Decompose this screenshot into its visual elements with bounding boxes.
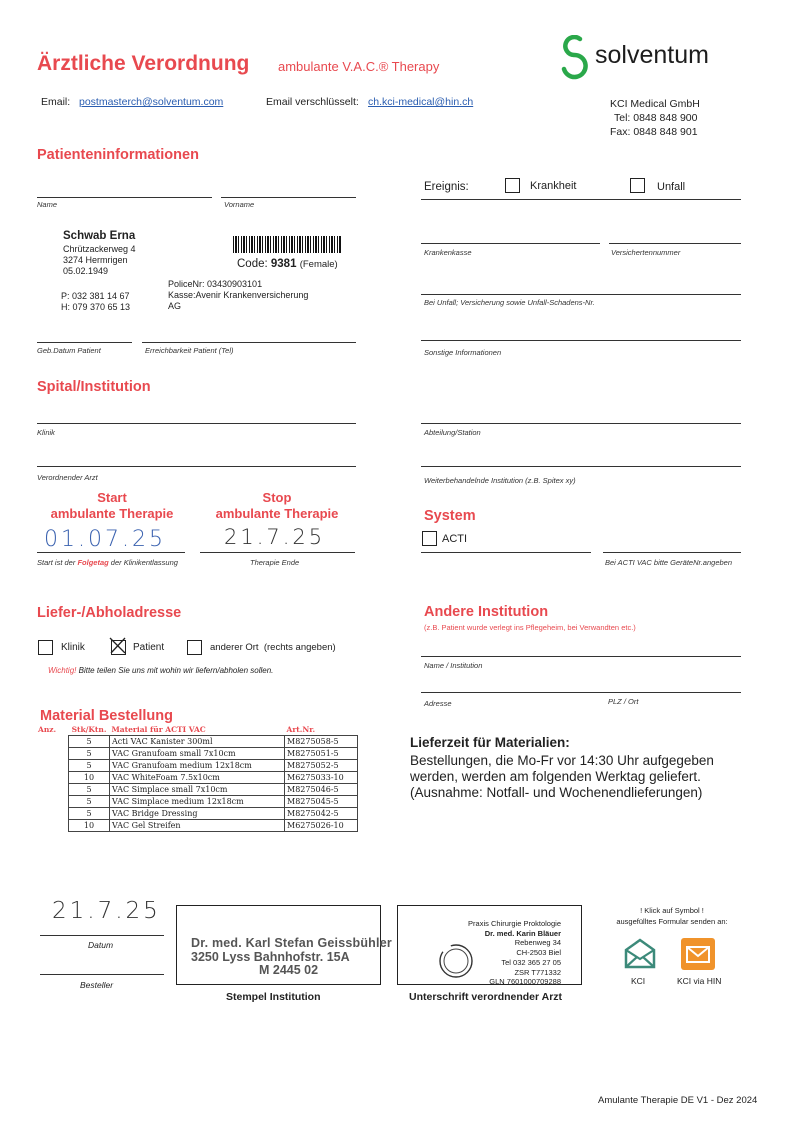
material-cell: VAC Granufoam small 7x10cm — [110, 748, 285, 760]
reachability-label: Erreichbarkeit Patient (Tel) — [145, 346, 234, 355]
dob-label: Geb.Datum Patient — [37, 346, 101, 355]
start-date-handwritten: 01.07.25 — [44, 527, 166, 552]
unfall-label: Unfall — [657, 181, 686, 193]
qty-cell[interactable] — [36, 820, 69, 832]
artnr-cell: M8275051-5 — [285, 748, 358, 760]
patient-option-label: Patient — [133, 642, 165, 653]
patient-phone-h: H: 079 370 65 13 — [61, 302, 131, 312]
stk-cell: 5 — [69, 736, 110, 748]
stk-cell: 5 — [69, 760, 110, 772]
klinik-label: Klinik — [37, 428, 55, 437]
patient-code: Code: 9381 (Female) — [237, 258, 338, 270]
table-row — [36, 784, 358, 796]
patient-checkbox[interactable] — [111, 640, 126, 655]
table-row — [36, 748, 358, 760]
institution-stamp-box — [176, 905, 392, 985]
therapy-end-label: Therapie Ende — [250, 558, 300, 567]
qty-cell[interactable] — [36, 760, 69, 772]
abteilung-label: Abteilung/Station — [424, 428, 481, 437]
barcode-icon — [233, 236, 342, 253]
send-instructions: ! Klick auf Symbol ! ausgefülltes Formular senden an: — [616, 906, 728, 926]
name-label: Name — [37, 200, 58, 209]
kci-hin-email-icon[interactable] — [681, 938, 715, 970]
police-number: PoliceNr: 03430903101 — [168, 279, 263, 289]
company-tel: Tel: 0848 848 900 — [614, 112, 698, 124]
stk-cell: 5 — [69, 796, 110, 808]
kasse-line-2: AG — [168, 301, 182, 311]
email-encrypted-label: Email verschlüsselt: — [266, 96, 359, 108]
stk-cell: 5 — [69, 748, 110, 760]
table-row — [36, 772, 358, 784]
stamp-label: Stempel Institution — [226, 991, 321, 1003]
page-subtitle: ambulante V.A.C.® Therapy — [278, 59, 440, 74]
artnr-cell: M8275045-5 — [285, 796, 358, 808]
stk-cell: 5 — [69, 808, 110, 820]
section-delivery: Liefer-/Abholadresse — [37, 605, 182, 621]
vorname-label: Vorname — [224, 200, 255, 209]
artnr-cell: M8275058-5 — [285, 736, 358, 748]
material-cell: VAC Gel Streifen — [110, 820, 285, 832]
qty-cell[interactable] — [36, 772, 69, 784]
besteller-label: Besteller — [80, 980, 114, 990]
section-patient: Patienteninformationen — [37, 147, 199, 163]
email-label: Email: — [41, 96, 71, 108]
doc-line-4: CH-2503 Biel — [516, 948, 561, 958]
doctor-signature-box — [397, 905, 582, 985]
stamp-line-1: Dr. med. Karl Stefan Geissbühler — [191, 936, 392, 950]
krankenkasse-label: Krankenkasse — [424, 248, 472, 257]
krankheit-label: Krankheit — [530, 180, 577, 192]
kci-label: KCI — [631, 976, 646, 986]
acti-note: Bei ACTI VAC bitte GeräteNr.angeben — [605, 558, 733, 567]
section-system: System — [424, 508, 476, 524]
artnr-cell: M8275052-5 — [285, 760, 358, 772]
order-date-handwritten: 21.7.25 — [52, 898, 161, 924]
stop-date-handwritten: 21.7.25 — [224, 525, 326, 549]
plz-ort-label: PLZ / Ort — [608, 697, 639, 706]
anderer-ort-label: anderer Ort (rechts angeben) — [210, 642, 336, 653]
unfall-checkbox[interactable] — [630, 178, 645, 193]
doc-line-1: Praxis Chirurgie Proktologie — [468, 919, 561, 928]
artnr-cell: M6275033-10 — [285, 772, 358, 784]
kasse-line-1: Kasse:Avenir Krankenversicherung — [168, 290, 309, 300]
col-artnr: Art.Nr. — [286, 725, 316, 734]
brand-name: solventum — [595, 41, 709, 69]
patient-city: 3274 Hermrigen — [63, 255, 128, 265]
section-spital: Spital/Institution — [37, 379, 151, 395]
start-note: Start ist der Folgetag der Klinikentlassung — [37, 558, 178, 567]
stop-therapy-heading: Stop ambulante Therapie — [215, 490, 339, 521]
material-cell: VAC Bridge Dressing — [110, 808, 285, 820]
event-label: Ereignis: — [424, 181, 469, 193]
stk-cell: 10 — [69, 820, 110, 832]
company-fax: Fax: 0848 848 901 — [610, 126, 698, 138]
doc-line-2: Dr. med. Karin Bläuer — [484, 928, 561, 938]
col-stk: Stk/Ktn. — [71, 725, 107, 734]
table-row — [36, 736, 358, 748]
table-row — [36, 760, 358, 772]
delivery-note: Wichtig! Bitte teilen Sie uns mit wohin wir liefern/abholen sollen. — [48, 666, 274, 675]
qty-cell[interactable] — [36, 784, 69, 796]
krankheit-checkbox[interactable] — [505, 178, 520, 193]
klinik-option-label: Klinik — [61, 642, 85, 653]
versichertennummer-label: Versichertennummer — [611, 248, 681, 257]
version-label: Amulante Therapie DE V1 - Dez 2024 — [598, 1095, 758, 1106]
lieferzeit-title: Lieferzeit für Materialien: — [410, 735, 570, 750]
signature-label: Unterschrift verordnender Arzt — [409, 991, 563, 1003]
stk-cell: 10 — [69, 772, 110, 784]
material-table — [36, 724, 358, 832]
other-institution-note: (z.B. Patient wurde verlegt ins Pflegeheim, bei Verwandten etc.) — [424, 623, 636, 632]
email-encrypted-link[interactable]: ch.kci-medical@hin.ch — [368, 96, 474, 108]
institution-name-label: Name / Institution — [424, 661, 483, 670]
arzt-label: Verordnender Arzt — [37, 473, 98, 482]
artnr-cell: M8275046-5 — [285, 784, 358, 796]
acti-label: ACTI — [442, 533, 468, 545]
material-cell: VAC Simplace medium 12x18cm — [110, 796, 285, 808]
section-material: Material Bestellung — [40, 708, 173, 724]
col-anz: Anz. — [38, 725, 57, 735]
material-cell: Acti VAC Kanister 300ml — [110, 736, 285, 748]
page-title: Ärztliche Verordnung — [37, 52, 250, 75]
col-material: Material für ACTI VAC — [111, 725, 206, 734]
qty-cell[interactable] — [36, 736, 69, 748]
datum-label: Datum — [88, 940, 114, 950]
table-row — [36, 820, 358, 832]
artnr-cell: M8275042-5 — [285, 808, 358, 820]
patient-dob: 05.02.1949 — [63, 266, 109, 276]
doc-line-5: Tel 032 365 27 05 — [501, 957, 561, 967]
stamp-line-3: M 2445 02 — [259, 963, 319, 977]
doc-line-6: ZSR T771332 — [514, 967, 561, 977]
qty-cell[interactable] — [36, 796, 69, 808]
company-name: KCI Medical GmbH — [610, 98, 700, 110]
doc-line-3: Rebenweg 34 — [514, 938, 561, 948]
kci-email-icon[interactable] — [623, 937, 657, 971]
solventum-logo-icon — [556, 35, 592, 81]
section-other-institution: Andere Institution — [424, 604, 549, 620]
email-link[interactable]: postmasterch@solventum.com — [79, 96, 224, 108]
lieferzeit-text: Bestellungen, die Mo-Fr vor 14:30 Uhr aufgegeben werden, werden am folgenden Werktag geliefert. (Ausnahme: Notfall- und Wochenendlieferungen) — [410, 753, 714, 800]
material-cell: VAC WhiteFoam 7.5x10cm — [110, 772, 285, 784]
qty-cell[interactable] — [36, 748, 69, 760]
patient-street: Chrützackerweg 4 — [63, 244, 136, 254]
material-cell: VAC Granufoam medium 12x18cm — [110, 760, 285, 772]
weiter-institution-label: Weiterbehandelnde Institution (z.B. Spitex xy) — [424, 476, 576, 485]
table-row — [36, 808, 358, 820]
unfall-insurance-label: Bei Unfall; Versicherung sowie Unfall-Schadens-Nr. — [424, 298, 595, 307]
doc-line-7: GLN 7601000709288 — [489, 977, 561, 987]
artnr-cell: M6275026-10 — [285, 820, 358, 832]
acti-checkbox[interactable] — [422, 531, 437, 546]
patient-phone-p: P: 032 381 14 67 — [61, 291, 130, 301]
stk-cell: 5 — [69, 784, 110, 796]
patient-name: Schwab Erna — [63, 230, 136, 242]
kci-hin-label: KCI via HIN — [677, 976, 722, 986]
qty-cell[interactable] — [36, 808, 69, 820]
klinik-checkbox[interactable] — [38, 640, 53, 655]
adresse-label: Adresse — [424, 699, 452, 708]
start-therapy-heading: Start ambulante Therapie — [50, 490, 174, 521]
sonstige-label: Sonstige Informationen — [424, 348, 502, 357]
anderer-ort-checkbox[interactable] — [187, 640, 202, 655]
stamp-line-2: 3250 Lyss Bahnhofstr. 15A — [191, 950, 350, 964]
material-cell: VAC Simplace small 7x10cm — [110, 784, 285, 796]
table-row — [36, 796, 358, 808]
